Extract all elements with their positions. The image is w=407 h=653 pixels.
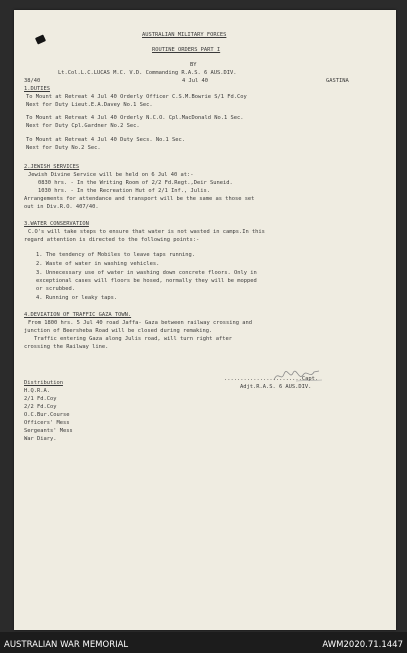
signature-role: Adjt.R.A.S. 6 AUS.DIV. (240, 384, 312, 390)
distribution-heading: Distribution (24, 380, 63, 386)
water-point: 2. Waste of water in washing vehicles. (36, 261, 160, 267)
water-point: or scrubbed. (36, 286, 75, 292)
distribution-item: 2/2 Fd.Coy (24, 404, 57, 410)
water-point: exceptional cases will floors be hosed, normally they will be mopped (36, 278, 257, 284)
jewish-line: out in Div.R.O. 407/40. (24, 204, 99, 210)
by-line: BY (190, 62, 197, 68)
duty-line: To Mount at Retreat 4 Jul 40 Orderly N.C.O. Cpl.MacDonald No.1 Sec. (26, 115, 244, 121)
traffic-line: Traffic entering Gaza along Julis road, will turn right after (34, 336, 232, 342)
document-page (14, 10, 396, 630)
order-ref-number: 38/40 (24, 78, 41, 84)
water-point: 3. Unnecessary use of water in washing down concrete floors. Only in (36, 270, 257, 276)
distribution-item: H.Q.R.A. (24, 388, 50, 394)
signature-capt-line: ........................Capt. (224, 376, 319, 382)
water-line: C.O's will take steps to ensure that water is not wasted in camps.In this (28, 229, 265, 235)
orders-title: ROUTINE ORDERS PART I (152, 47, 221, 53)
distribution-item: War Diary. (24, 436, 57, 442)
distribution-item: O.C.Bur.Course (24, 412, 70, 418)
order-date: 4 Jul 40 (182, 78, 208, 84)
duty-line: Next for Duty No.2 Sec. (26, 145, 101, 151)
section-duties-heading: 1.DUTIES (24, 86, 50, 92)
jewish-line: Arrangements for attendance and transport will be the same as those set (24, 196, 255, 202)
section-jewish-heading: 2.JEWISH SERVICES (24, 164, 80, 170)
distribution-item: Sergeants' Mess (24, 428, 73, 434)
water-point: 1. The tendency of Mobiles to leave taps running. (36, 252, 196, 258)
jewish-line: 0830 hrs. - In the Writing Room of 2/2 Fd.Regt.,Deir Suneid. (38, 180, 233, 186)
jewish-line: Jewish Divine Service will be held on 6 Jul 40 at:- (28, 172, 194, 178)
archive-reference: AWM2020.71.1447 (322, 640, 403, 650)
order-place: GASTINA (326, 78, 349, 84)
commander-line: Lt.Col.L.C.LUCAS M.C. V.D. Commanding R.A.S. 6 AUS.DIV. (58, 70, 237, 76)
distribution-item: 2/1 Fd.Coy (24, 396, 57, 402)
traffic-line: From 1800 hrs. 5 Jul 40 road Jaffa- Gaza between railway crossing and (28, 320, 252, 326)
traffic-line: crossing the Railway line. (24, 344, 109, 350)
duty-line: To Mount at Retreat 4 Jul 40 Orderly Officer C.S.M.Bowrie S/1 Fd.Coy (26, 94, 247, 100)
duty-line: Next for Duty Lieut.E.A.Davey No.1 Sec. (26, 102, 153, 108)
section-traffic-heading: 4.DEVIATION OF TRAFFIC GAZA TOWN. (24, 312, 132, 318)
traffic-line: junction of Beersheba Road will be closed during remaking. (24, 328, 213, 334)
water-line: regard attention is directed to the following points:- (24, 237, 200, 243)
distribution-item: Officers' Mess (24, 420, 70, 426)
archive-caption-bar (0, 632, 407, 653)
duty-line: To Mount at Retreat 4 Jul 40 Duty Secs. No.1 Sec. (26, 137, 186, 143)
jewish-line: 1030 hrs. - In the Recreation Hut of 2/1 Inf., Julis. (38, 188, 211, 194)
section-water-heading: 3.WATER CONSERVATION (24, 221, 89, 227)
punch-hole (35, 34, 46, 44)
duty-line: Next for Duty Cpl.Gardner No.2 Sec. (26, 123, 140, 129)
archive-name: AUSTRALIAN WAR MEMORIAL (4, 640, 129, 650)
water-point: 4. Running or leaky taps. (36, 295, 118, 301)
force-heading: AUSTRALIAN MILITARY FORCES (142, 32, 227, 38)
